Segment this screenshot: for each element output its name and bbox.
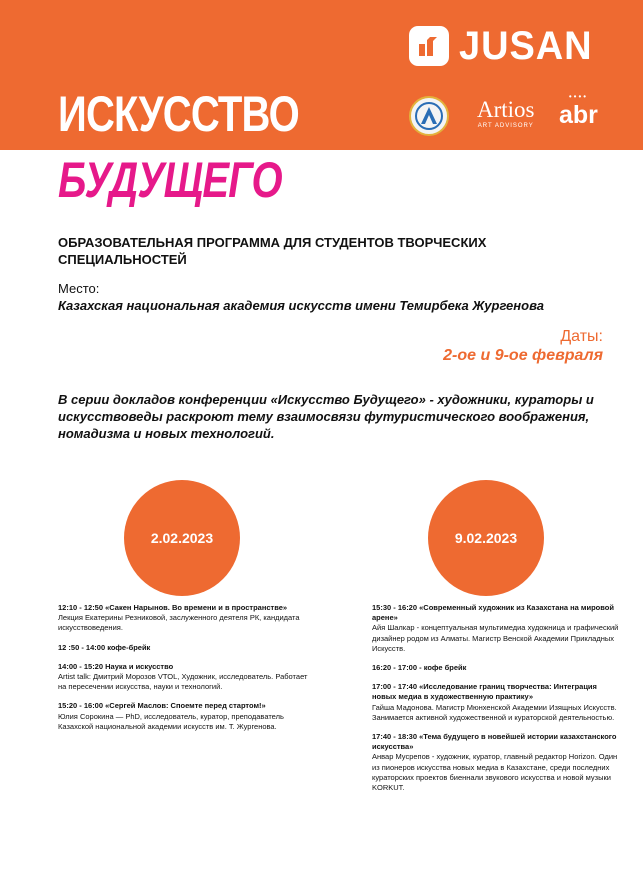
- venue-value: Казахская национальная академия искусств имени Темирбека Жургенова: [58, 298, 544, 313]
- schedule-item: [372, 663, 622, 673]
- session-title: 12:10 - 12:50 «Сакен Нарынов. Во времени и в пространстве»: [58, 603, 288, 612]
- schedule-item: [372, 682, 622, 723]
- session-description: Айя Шалкар - концептуальная мультимедиа художница и графический дизайнер родом из Алматы. Магистр Венской Академии Прикладных Искусств.: [372, 623, 619, 653]
- session-description: Artist talk: Дмитрий Морозов VTOL, Художник, исследователь. Работает на пересечении искусства, науки и технологий.: [58, 672, 308, 692]
- day2-schedule: [372, 603, 622, 802]
- schedule-item: [372, 603, 622, 654]
- session-title: 17:40 - 18:30 «Тема будущего в новейшей истории казахстанского искусства»: [372, 732, 617, 752]
- abr-dots: ••••: [568, 92, 589, 101]
- partner-logos: [405, 92, 605, 140]
- dates-value: 2-ое и 9-ое февраля: [443, 347, 603, 364]
- day1-date: 2.02.2023: [150, 530, 214, 546]
- artios-logo: [477, 98, 535, 129]
- jusan-logo-icon: [409, 26, 449, 66]
- dates-label: Даты:: [560, 328, 603, 345]
- session-description: Анвар Мусрепов - художник, куратор, главный редактор Horizon. Один из пионеров искусства новых медиа в Казахстане, среди последних кураторских проектов биеннали звукового искусства и новой музыки KORKUT.: [372, 752, 618, 793]
- session-title: 15:30 - 16:20 «Современный художник из Казахстана на мировой арене»: [372, 603, 614, 623]
- session-title: 15:20 - 16:00 «Сергей Маслов: Споемте перед стартом!»: [58, 701, 266, 711]
- artios-name: Artios: [477, 97, 535, 122]
- session-description: Лекция Екатерины Резниковой, заслуженного деятеля РК, кандидата искусствоведения.: [58, 613, 300, 633]
- jusan-brand: [409, 26, 600, 66]
- schedule-item: [372, 732, 622, 793]
- day2-date: 9.02.2023: [454, 530, 518, 546]
- schedule-item: [58, 603, 308, 634]
- title-line-2: БУДУЩЕГО: [58, 152, 282, 208]
- day1-schedule: [58, 603, 308, 741]
- venue-label: Место:: [58, 281, 100, 296]
- academy-emblem-icon: [409, 96, 449, 136]
- session-title: 14:00 - 15:20 Наука и искусство: [58, 661, 174, 671]
- program-title: ОБРАЗОВАТЕЛЬНАЯ ПРОГРАММА ДЛЯ СТУДЕНТОВ ТВОРЧЕСКИХ СПЕЦИАЛЬНОСТЕЙ: [58, 235, 487, 267]
- intro-text: В серии докладов конференции «Искусство Будущего» - художники, кураторы и искусствоведы раскроют тему взаимосвязи футуристического воображения, номадизма и новых технологий.: [58, 392, 594, 441]
- session-title: 12 :50 - 14:00 кофе-брейк: [58, 642, 151, 652]
- session-description: Гайша Мадонова. Магистр Мюнхенской Академии Изящных Искусств. Занимается активной художественной и кураторской деятельностью.: [372, 702, 617, 722]
- day2-date-badge: [428, 480, 544, 596]
- schedule-item: [58, 643, 308, 653]
- schedule-item: [58, 701, 308, 732]
- title-line-1: ИСКУССТВО: [58, 86, 299, 142]
- session-title: 16:20 - 17:00 - кофе брейк: [372, 663, 467, 673]
- artios-subtitle: ART ADVISORY: [477, 123, 534, 129]
- abr-logo: [559, 92, 598, 128]
- session-title: 17:00 - 17:40 «Исследование границ творчества: Интеграция новых медиа в художественную практику»: [372, 682, 597, 702]
- abr-name: abr: [559, 101, 598, 129]
- session-description: Юлия Сорокина — PhD, исследователь, куратор, преподаватель Казахской национальной академии искусств им. Т. Жургенова.: [58, 711, 284, 731]
- brand-name: JUSAN: [459, 24, 593, 68]
- schedule-item: [58, 662, 308, 693]
- day1-date-badge: [124, 480, 240, 596]
